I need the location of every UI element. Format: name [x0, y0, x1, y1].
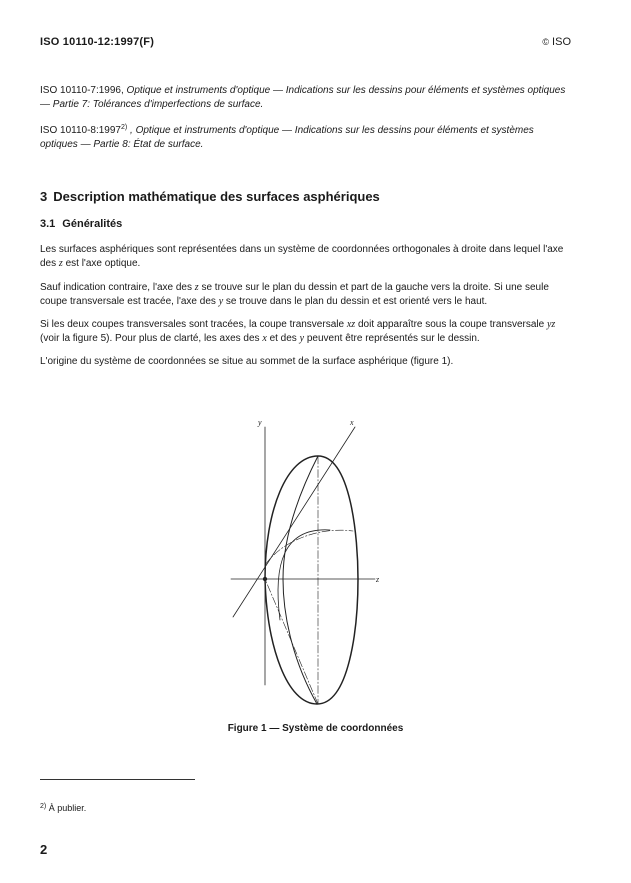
reference-iso-10110-7 [40, 84, 572, 112]
section-number: 3 [40, 189, 48, 204]
subsection-heading [40, 218, 122, 230]
subsection-title: Généralités [62, 218, 123, 230]
reference-title: Optique et instruments d'optique — Indications sur les dessins pour éléments et systèmes optiques — Partie 7: Tolérances d'imperfections de surface. [40, 85, 566, 110]
footnote-mark: 2) [121, 124, 128, 131]
paragraph-origin: L'origine du système de coordonnées se situe au sommet de la surface asphérique (figure 1). [40, 356, 454, 367]
y-axis-label: y [258, 418, 262, 427]
footnote-text: À publier. [48, 803, 87, 813]
reference-code: ISO 10110-8:1997 [40, 125, 121, 136]
footnote-divider [40, 779, 195, 780]
page-number: 2 [40, 842, 48, 857]
subsection-number: 3.1 [40, 218, 56, 230]
coordinate-system-figure [225, 415, 385, 715]
copyright-symbol: © [542, 37, 549, 47]
reference-code: ISO 10110-7:1996, [40, 85, 124, 96]
figure-caption: Figure 1 — Système de coordonnées [227, 723, 404, 734]
footnote [40, 803, 86, 813]
construction-line [265, 530, 353, 565]
x-axis-label: x [350, 418, 354, 427]
origin-point [263, 577, 267, 581]
z-axis-label: z [376, 575, 380, 584]
x-axis [233, 427, 355, 617]
iso-mark [542, 36, 571, 48]
paragraph-orientation: Sauf indication contraire, l'axe des z se trouve sur le plan du dessin et part de la gauche vers la droite. Si une seule coupe transversale est tracée, l'axe des y se trouve dans le plan du dessin et est orienté vers le haut. [40, 282, 549, 307]
reference-iso-10110-8 [40, 124, 572, 152]
paragraph-cross-sections: Si les deux coupes transversales sont tracées, la coupe transversale xz doit apparaître sous la coupe transversale yz (voir la figure 5). Pour plus de clarté, les axes des x et des y peuvent être représentés sur le dessin. [40, 319, 556, 344]
section-title: Description mathématique des surfaces asphériques [53, 189, 380, 204]
footnote-mark: 2) [40, 803, 47, 810]
surface-outline [265, 456, 358, 704]
reference-title: , Optique et instruments d'optique — Indications sur les dessins pour éléments et systèmes optiques — Partie 8: État de surface. [40, 125, 534, 150]
paragraph-axis-definition: Les surfaces asphériques sont représentées dans un système de coordonnées orthogonales à droite dans lequel l'axe des z est l'axe optique. [40, 244, 564, 269]
iso-label: ISO [552, 36, 571, 48]
standard-reference: ISO 10110-12:1997(F) [40, 36, 155, 48]
section-curve-xz [278, 530, 330, 620]
section-heading [40, 189, 380, 204]
